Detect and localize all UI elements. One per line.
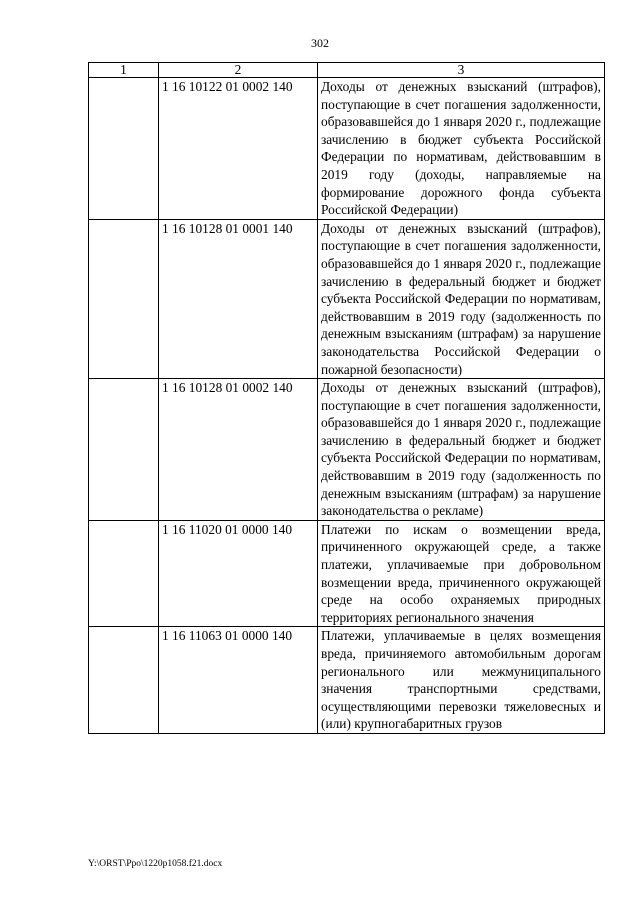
table-row xyxy=(89,520,605,627)
cell-empty xyxy=(89,78,159,220)
column-header-1: 1 xyxy=(89,63,159,78)
income-description: Доходы от денежных взысканий (штрафов), поступающие в счет погашения задолженности, образовавшейся до 1 января 2020 г., подлежащие зачислению в федеральный бюджет и бюджет субъекта Российской Федерации по нормативам, действовавшим в 2019 году (задолженность по денежным взысканиям (штрафам) за нарушение законодательства о рекламе) xyxy=(318,379,605,521)
table-row xyxy=(89,219,605,378)
cell-empty xyxy=(89,627,159,734)
budget-code: 1 16 10122 01 0002 140 xyxy=(159,78,318,220)
cell-empty xyxy=(89,379,159,521)
table-header xyxy=(89,63,605,78)
income-description: Доходы от денежных взысканий (штрафов), поступающие в счет погашения задолженности, образовавшейся до 1 января 2020 г., подлежащие зачислению в бюджет субъекта Российской Федерации по нормативам, действовавшим в 2019 году (доходы, направляемые на формирование дорожного фонда субъекта Российской Федерации) xyxy=(318,78,605,220)
cell-empty xyxy=(89,219,159,378)
table-row xyxy=(89,627,605,734)
header-row xyxy=(89,63,605,78)
column-header-3: 3 xyxy=(318,63,605,78)
budget-code: 1 16 11063 01 0000 140 xyxy=(159,627,318,734)
table-row xyxy=(89,379,605,521)
income-description: Доходы от денежных взысканий (штрафов), поступающие в счет погашения задолженности, образовавшейся до 1 января 2020 г., подлежащие зачислению в федеральный бюджет и бюджет субъекта Российской Федерации по нормативам, действовавшим в 2019 году (задолженность по денежным взысканиям (штрафам) за нарушение законодательства Российской Федерации о пожарной безопасности) xyxy=(318,219,605,378)
classification-table xyxy=(88,62,605,734)
income-description: Платежи, уплачиваемые в целях возмещения вреда, причиняемого автомобильным дорогам регионального или межмуниципального значения транспортными средствами, осуществляющими перевозки тяжеловесных и (или) крупногабаритных грузов xyxy=(318,627,605,734)
budget-code: 1 16 10128 01 0001 140 xyxy=(159,219,318,378)
file-path-footer: Y:\ORST\Ppo\1220p1058.f21.docx xyxy=(88,859,223,869)
table-row xyxy=(89,78,605,220)
table-body xyxy=(89,78,605,734)
column-header-2: 2 xyxy=(159,63,318,78)
income-description: Платежи по искам о возмещении вреда, причиненного окружающей среде, а также платежи, уплачиваемые при добровольном возмещении вреда, причиненного окружающей среде на особо охраняемых природных территориях регионального значения xyxy=(318,520,605,627)
cell-empty xyxy=(89,520,159,627)
page-number: 302 xyxy=(311,36,329,50)
budget-code: 1 16 10128 01 0002 140 xyxy=(159,379,318,521)
budget-code: 1 16 11020 01 0000 140 xyxy=(159,520,318,627)
